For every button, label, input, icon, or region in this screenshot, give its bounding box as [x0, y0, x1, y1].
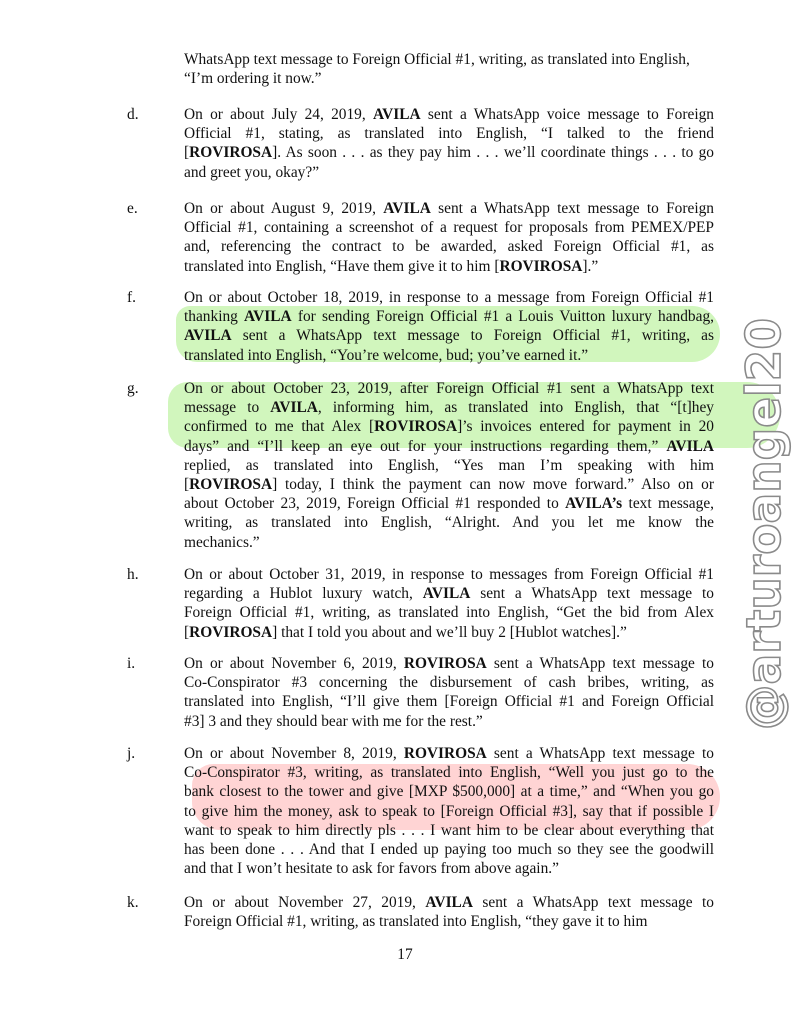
paragraph-line: [184, 603, 714, 622]
text-run: translated into English, “You’re welcome, bud; you’ve earned it.”: [184, 346, 589, 364]
bold-name: ROVIROSA: [403, 745, 487, 762]
text-run: mechanics.”: [184, 533, 260, 551]
text-run: regarding a Hublot luxury watch,: [184, 585, 423, 603]
bold-name: AVILA: [425, 894, 473, 911]
paragraph-line: [184, 763, 714, 782]
text-run: sent a WhatsApp text message to: [470, 585, 714, 603]
bold-name: ROVIROSA: [189, 476, 273, 494]
text-run: and, referencing the contract to be awarded, asked Foreign Official #1, as: [184, 238, 714, 256]
bold-name: AVILA: [422, 585, 471, 603]
paragraph-line: [184, 257, 714, 276]
text-run: and greet you, okay?”: [184, 163, 320, 181]
item-letter-e: e.: [127, 200, 138, 217]
bold-name: AVILA: [383, 200, 431, 217]
text-run: ]’s invoices entered for payment in 20: [457, 418, 715, 436]
paragraph-line: [184, 143, 714, 162]
text-run: sent a WhatsApp text message to: [472, 894, 714, 911]
item-letter-d: d.: [127, 106, 139, 123]
item-letter-g: g.: [127, 380, 139, 397]
paragraph-line: [184, 494, 714, 513]
continued-paragraph: [184, 50, 714, 88]
paragraph-line: [184, 840, 714, 859]
bold-name: AVILA: [666, 437, 714, 455]
bold-name: ROVIROSA: [499, 257, 583, 275]
text-run: translated into English, “Have them give it to him [: [184, 257, 500, 275]
text-run: On or about November 27, 2019,: [184, 894, 426, 911]
paragraph-line: [184, 692, 714, 711]
page-number: 17: [397, 946, 413, 963]
text-run: message to: [184, 399, 271, 417]
continued-line-1: WhatsApp text message to Foreign Official #1, writing, as translated into English,: [184, 51, 690, 68]
text-run: translated into English, “I’ll give them [Foreign Official #1 and Foreign Official: [184, 693, 714, 711]
item-letter-f: f.: [127, 289, 136, 306]
text-run: #3] 3 and they should bear with me for the rest.”: [184, 712, 483, 730]
item-letter-i: i.: [127, 655, 136, 672]
paragraph-line: [184, 379, 714, 398]
text-run: sent a WhatsApp text message to Foreign: [430, 200, 715, 217]
paragraph-line: [184, 673, 714, 692]
text-run: Co-Conspirator #3 concerning the disbursement of cash bribes, writing, as: [184, 674, 714, 692]
paragraph-line: [184, 326, 714, 345]
paragraph-line: [184, 199, 714, 218]
watermark-text: @arturoangel20: [737, 304, 792, 730]
text-run: bank closest to the tower and give [MXP $500,000] at a time,” and “When you go: [184, 783, 714, 801]
text-run: sent a WhatsApp text message to: [486, 745, 714, 762]
watermark-svg: [736, 304, 798, 730]
bold-name: ROVIROSA: [374, 418, 458, 436]
paragraph-line: [184, 307, 714, 326]
text-run: On or about October 31, 2019, in response to messages from Foreign Official #1: [184, 566, 714, 583]
text-run: [: [184, 144, 190, 162]
text-run: , informing him, as translated into English, that “[t]hey: [317, 399, 714, 417]
item-letter-j: j.: [127, 745, 136, 762]
paragraph-line: [184, 654, 714, 673]
paragraph-line: [184, 623, 714, 642]
paragraph-line: [184, 821, 714, 840]
item-text-j: [184, 744, 714, 878]
bold-name: AVILA’s: [565, 495, 623, 513]
continued-line-2: “I’m ordering it now.”: [184, 70, 322, 88]
bold-name: AVILA: [372, 106, 421, 123]
text-run: days” and “I’ll keep an eye out for your instructions regarding them,”: [184, 437, 667, 455]
paragraph-line: [184, 782, 714, 801]
item-text-k: [184, 893, 714, 931]
paragraph-line: [184, 124, 714, 143]
text-run: sent a WhatsApp voice message to Foreign: [420, 106, 714, 123]
text-run: On or about July 24, 2019,: [184, 106, 373, 123]
bold-name: ROVIROSA: [189, 623, 273, 641]
text-run: and that I won’t hesitate to ask for favors from above again.”: [184, 860, 559, 878]
text-run: want to speak to him directly pls . . . I want him to be clear about everything that: [184, 821, 714, 839]
paragraph-line: [184, 565, 714, 584]
paragraph-line: [184, 584, 714, 603]
text-run: Foreign Official #1, writing, as translated into English, “Get the bid from Alex: [184, 604, 714, 622]
item-text-h: [184, 565, 714, 642]
paragraph-line: [184, 398, 714, 417]
bold-name: ROVIROSA: [189, 144, 273, 162]
paragraph-line: [184, 533, 714, 552]
text-run: ] today, I think the payment can now move forward.” Also on or: [272, 476, 714, 494]
item-letter-k: k.: [127, 894, 139, 911]
item-text-g: [184, 379, 714, 552]
text-run: has been done . . . And that I ended up paying too much so they see the goodwill: [184, 841, 714, 859]
text-run: ]. As soon . . . as they pay him . . . we’ll coordinate things . . . to go: [272, 144, 714, 162]
text-run: replied, as translated into English, “Yes man I’m speaking with him: [184, 456, 714, 474]
paragraph-line: [184, 456, 714, 475]
text-run: confirmed to me that Alex [: [184, 418, 375, 436]
paragraph-line: [184, 218, 714, 237]
text-run: ].”: [582, 257, 599, 275]
watermark: [736, 304, 798, 730]
text-run: On or about November 8, 2019,: [184, 745, 404, 762]
text-run: Official #1, containing a screenshot of a request for proposals from PEMEX/PEP: [184, 219, 714, 237]
paragraph-line: [184, 802, 714, 821]
text-run: ] that I told you about and we’ll buy 2 [Hublot watches].”: [272, 623, 627, 641]
paragraph-line: [184, 437, 714, 456]
bold-name: AVILA: [184, 327, 232, 345]
bold-name: AVILA: [270, 399, 318, 417]
bold-name: ROVIROSA: [403, 655, 487, 672]
text-run: text message,: [622, 495, 715, 513]
item-text-e: [184, 199, 714, 276]
text-run: to give him the money, ask to speak to [Foreign Official #3], say that if possible I: [184, 802, 714, 820]
paragraph-line: [184, 417, 714, 436]
paragraph-line: [184, 513, 714, 532]
text-run: thanking: [184, 308, 245, 326]
text-run: On or about August 9, 2019,: [184, 200, 384, 217]
paragraph-line: [184, 712, 714, 731]
paragraph-line: [184, 859, 714, 878]
paragraph-line: [184, 893, 714, 912]
text-run: sent a WhatsApp text message to: [486, 655, 714, 672]
paragraph-line: [184, 912, 714, 931]
item-text-f: [184, 288, 714, 365]
paragraph-line: [184, 237, 714, 256]
item-text-i: [184, 654, 714, 731]
paragraph-line: [184, 744, 714, 763]
paragraph-line: [184, 105, 714, 124]
text-run: [: [184, 476, 190, 494]
text-run: writing, as translated into English, “Alright. And you let me know the: [184, 514, 714, 532]
item-letter-h: h.: [127, 566, 139, 583]
paragraph-line: [184, 288, 714, 307]
text-run: Official #1, stating, as translated into English, “I talked to the friend: [184, 125, 714, 143]
text-run: for sending Foreign Official #1 a Louis Vuitton luxury handbag,: [291, 308, 714, 326]
paragraph-line: [184, 163, 714, 182]
text-run: about October 23, 2019, Foreign Official #1 responded to: [184, 495, 566, 513]
text-run: On or about October 18, 2019, in response to a message from Foreign Official #1: [184, 289, 714, 306]
paragraph-line: [184, 475, 714, 494]
text-run: On or about November 6, 2019,: [184, 655, 404, 672]
text-run: [: [184, 623, 190, 641]
text-run: Foreign Official #1, writing, as translated into English, “they gave it to him: [184, 913, 648, 931]
text-run: sent a WhatsApp text message to Foreign Official #1, writing, as: [231, 327, 714, 345]
paragraph-line: [184, 346, 714, 365]
item-text-d: [184, 105, 714, 182]
text-run: On or about October 23, 2019, after Foreign Official #1 sent a WhatsApp text: [184, 380, 714, 397]
text-run: Co-Conspirator #3, writing, as translated into English, “Well you just go to the: [184, 764, 714, 782]
bold-name: AVILA: [244, 308, 292, 326]
